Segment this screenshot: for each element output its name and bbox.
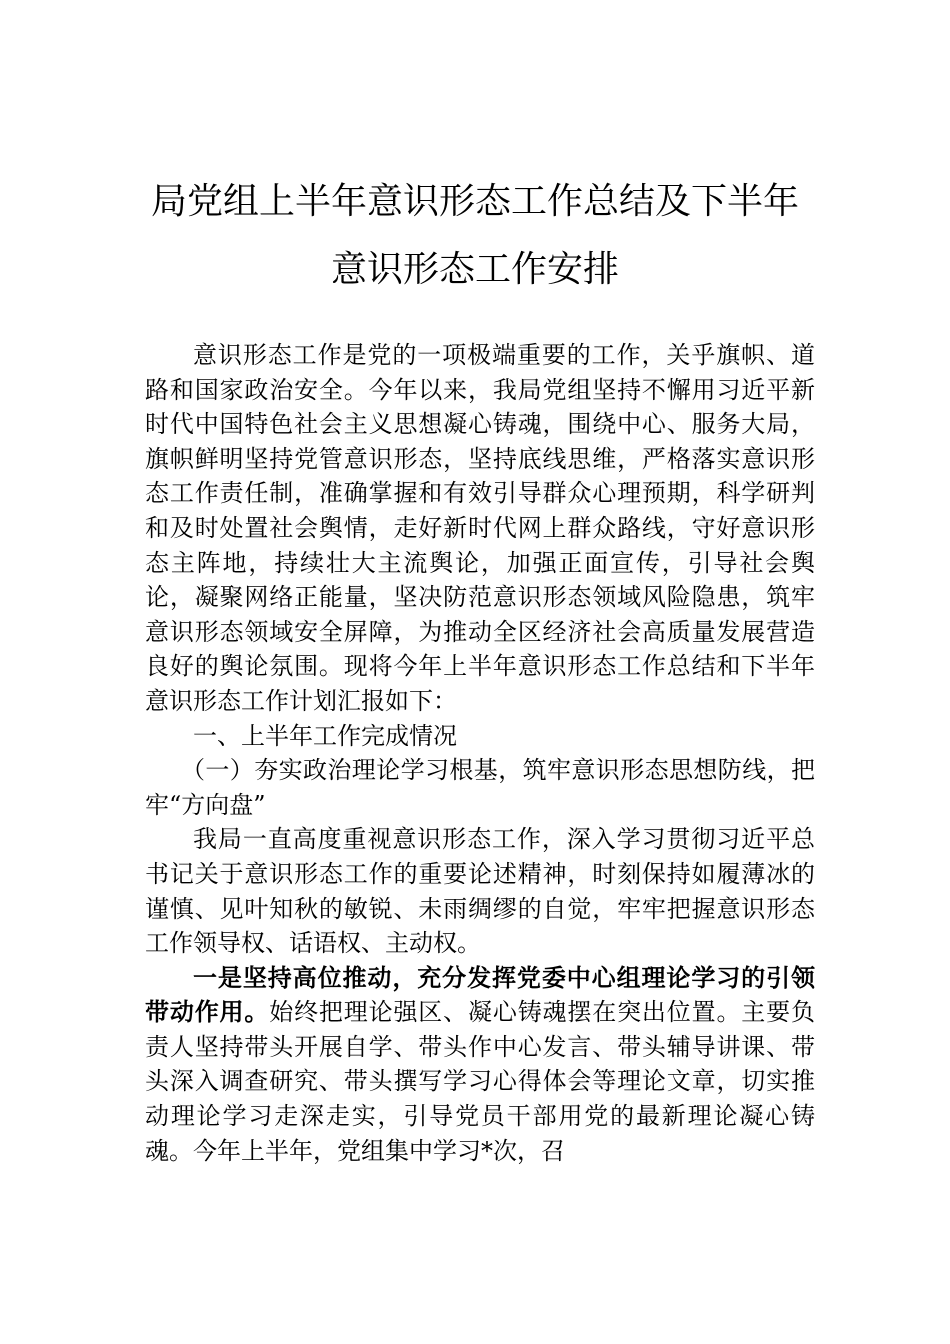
document-body bbox=[145, 338, 815, 1168]
intro-paragraph: 意识形态工作是党的一项极端重要的工作，关乎旗帜、道路和国家政治安全。今年以来，我局党组坚持不懈用习近平新时代中国特色社会主义思想凝心铸魂，围绕中心、服务大局，旗帜鲜明坚持党管意识形态，坚持底线思维，严格落实意识形态工作责任制，准确掌握和有效引导群众心理预期，科学研判和及时处置社会舆情，走好新时代网上群众路线，守好意识形态主阵地，持续壮大主流舆论，加强正面宣传，引导社会舆论，凝聚网络正能量，坚决防范意识形态领域风险隐患，筑牢意识形态领域安全屏障，为推动全区经济社会高质量发展营造良好的舆论氛围。现将今年上半年意识形态工作总结和下半年意识形态工作计划汇报如下： bbox=[145, 341, 815, 715]
document-title-line-1: 局党组上半年意识形态工作总结及下半年 bbox=[150, 181, 799, 222]
subsection-heading-1: （一）夯实政治理论学习根基，筑牢意识形态思想防线，把牢“方向盘” bbox=[145, 756, 815, 819]
document-title-line-2: 意识形态工作安排 bbox=[330, 249, 619, 290]
body-paragraph-1: 我局一直高度重视意识形态工作，深入学习贯彻习近平总书记关于意识形态工作的重要论述精神，时刻保持如履薄冰的谨慎、见叶知秋的敏锐、未雨绸缪的自觉，牢牢把握意识形态工作领导权、话语权、主动权。 bbox=[145, 825, 815, 958]
section-heading-1: 一、上半年工作完成情况 bbox=[193, 721, 457, 750]
paragraph-lead-bold: 一是坚持高位推动，充分发挥党委中心组理论学习的引领带动作用。 bbox=[145, 962, 815, 1027]
paragraph-body-text: 始终把理论强区、凝心铸魂摆在突出位置。主要负责人坚持带头开展自学、带头作中心发言、带头辅导讲课、带头深入调查研究、带头撰写学习心得体会等理论文章，切实推动理论学习走深走实，引导党员干部用党的最新理论凝心铸魂。今年上半年，党组集中学习*次，召 bbox=[145, 998, 816, 1165]
body-paragraph-2 bbox=[145, 961, 815, 1169]
